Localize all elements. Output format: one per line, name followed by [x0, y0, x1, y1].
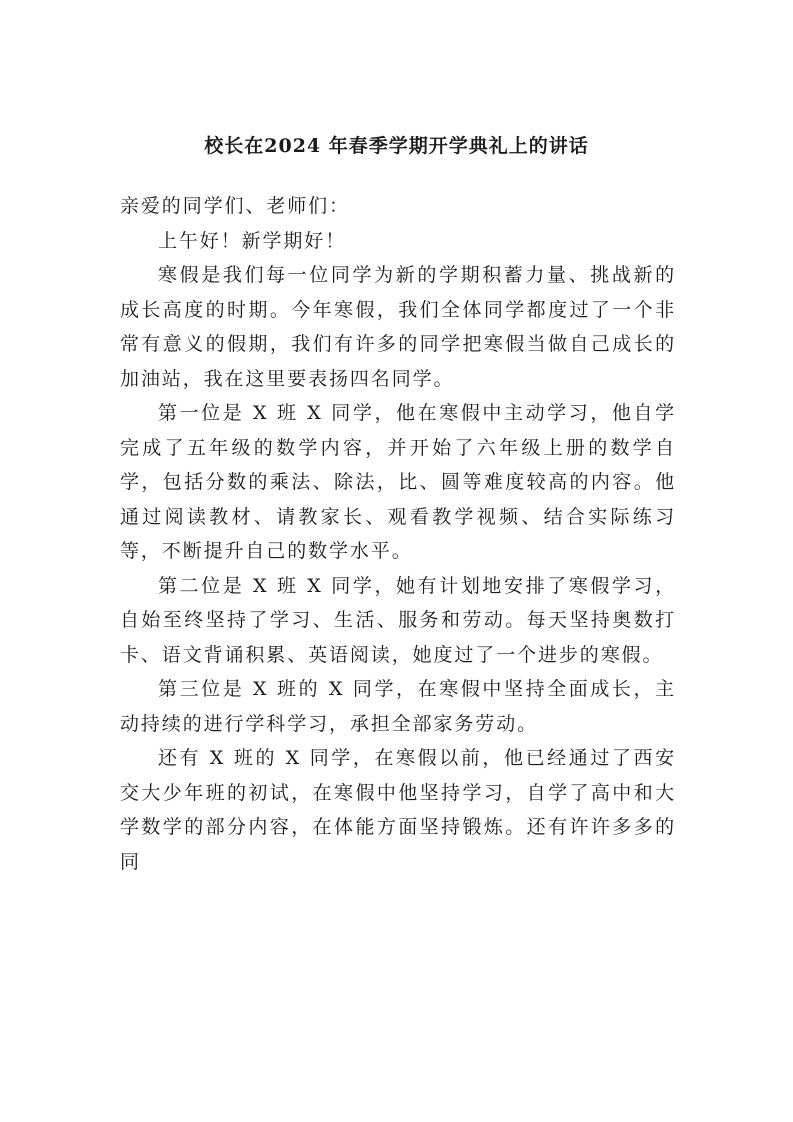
- document-body: [120, 189, 676, 879]
- paragraph: 第三位是 X 班的 X 同学，在寒假中坚持全面成长，主动持续的进行学科学习，承担全部家务劳动。: [120, 678, 676, 735]
- paragraph: 还有 X 班的 X 同学，在寒假以前，他已经通过了西安交大少年班的初试，在寒假中他坚持学习，自学了高中和大学数学的部分内容，在体能方面坚持锻炼。还有许许多多的同: [120, 747, 676, 873]
- greeting: 上午好！新学期好！: [158, 229, 347, 252]
- paragraph: 寒假是我们每一位同学为新的学期积蓄力量、挑战新的成长高度的时期。今年寒假，我们全体同学都度过了一个非常有意义的假期，我们有许多的同学把寒假当做自己成长的加油站，我在这里要表扬四名同学。: [120, 264, 676, 390]
- paragraph: 第一位是 X 班 X 同学，他在寒假中主动学习，他自学完成了五年级的数学内容，并开始了六年级上册的数学自学，包括分数的乘法、除法，比、圆等难度较高的内容。他通过阅读教材、请教家长、观看教学视频、结合实际练习等，不断提升自己的数学水平。: [120, 402, 676, 562]
- document-title: 校长在2024 年春季学期开学典礼上的讲话: [204, 135, 589, 157]
- salutation: 亲爱的同学们、老师们：: [120, 195, 350, 217]
- paragraph: 第二位是 X 班 X 同学，她有计划地安排了寒假学习，自始至终坚持了学习、生活、服务和劳动。每天坚持奥数打卡、语文背诵积累、英语阅读，她度过了一个进步的寒假。: [120, 574, 676, 666]
